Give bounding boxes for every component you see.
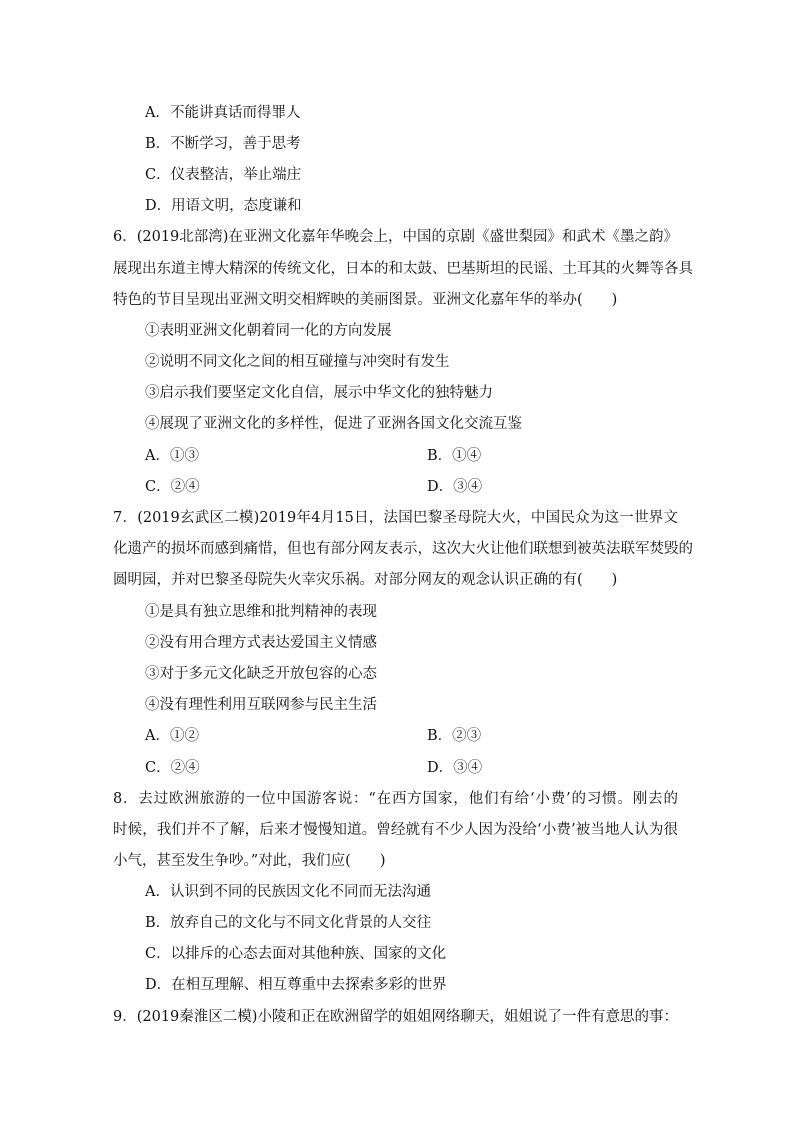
q8-stem-line-3: 小气，甚至发生争吵。”对此，我们应( ) bbox=[113, 853, 386, 869]
q5-option-c: C．仪表整洁，举止端庄 bbox=[145, 167, 302, 183]
q7-statement-3: ③对于多元文化缺乏开放包容的心态 bbox=[145, 666, 377, 682]
q6-choice-a: A．①③ bbox=[145, 448, 199, 464]
q8-option-d: D．在相互理解、相互尊重中去探索多彩的世界 bbox=[145, 977, 447, 993]
q8-stem-line-1: 8．去过欧洲旅游的一位中国游客说：“在西方国家，他们有给‘小费’的习惯。刚去的 bbox=[113, 791, 678, 807]
q7-stem-line-2: 化遗产的损坏而感到痛惜，但也有部分网友表示，这次大火让他们联想到被英法联军焚毁的 bbox=[113, 541, 693, 557]
q9-stem-line-1: 9．(2019秦淮区二模)小陵和正在欧洲留学的姐姐网络聊天，姐姐说了一件有意思的事： bbox=[113, 1009, 678, 1025]
q6-choice-d: D．③④ bbox=[427, 479, 483, 495]
q6-stem-line-2: 展现出东道主博大精深的传统文化，日本的和太鼓、巴基斯坦的民谣、土耳其的火舞等各具 bbox=[113, 261, 693, 277]
q8-option-b: B．放弃自己的文化与不同文化背景的人交往 bbox=[145, 915, 432, 931]
q6-statement-3: ③启示我们要坚定文化自信，展示中华文化的独特魅力 bbox=[145, 385, 493, 401]
q7-statement-2: ②没有用合理方式表达爱国主义情感 bbox=[145, 635, 377, 651]
q8-option-c: C．以排斥的心态去面对其他种族、国家的文化 bbox=[145, 946, 447, 962]
q7-choice-c: C．②④ bbox=[145, 760, 200, 776]
q7-choice-a: A．①② bbox=[145, 728, 199, 744]
q6-choice-b: B．①④ bbox=[427, 448, 482, 464]
q7-stem-line-3: 圆明园，并对巴黎圣母院失火幸灾乐祸。对部分网友的观念认识正确的有( ) bbox=[113, 572, 618, 588]
q6-stem-line-1: 6．(2019北部湾)在亚洲文化嘉年华晚会上，中国的京剧《盛世梨园》和武术《墨之韵》 bbox=[113, 229, 678, 245]
q8-option-a: A．认识到不同的民族因文化不同而无法沟通 bbox=[145, 884, 431, 900]
q6-choice-c: C．②④ bbox=[145, 479, 200, 495]
q7-choice-b: B．②③ bbox=[427, 728, 482, 744]
q6-statement-4: ④展现了亚洲文化的多样性，促进了亚洲各国文化交流互鉴 bbox=[145, 416, 522, 432]
q7-choice-d: D．③④ bbox=[427, 760, 483, 776]
q5-option-b: B．不断学习，善于思考 bbox=[145, 136, 301, 152]
q6-statement-1: ①表明亚洲文化朝着同一化的方向发展 bbox=[145, 323, 392, 339]
q7-statement-4: ④没有理性利用互联网参与民主生活 bbox=[145, 697, 377, 713]
q6-stem-line-3: 特色的节目呈现出亚洲文明交相辉映的美丽图景。亚洲文化嘉年华的举办( ) bbox=[113, 292, 618, 308]
q7-statement-1: ①是具有独立思维和批判精神的表现 bbox=[145, 604, 377, 620]
q8-stem-line-2: 时候，我们并不了解，后来才慢慢知道。曾经就有不少人因为没给‘小费’被当地人认为很 bbox=[113, 822, 678, 838]
q5-option-d: D．用语文明，态度谦和 bbox=[145, 198, 302, 214]
q7-stem-line-1: 7．(2019玄武区二模)2019年4月15日，法国巴黎圣母院大火，中国民众为这一世界文 bbox=[113, 510, 678, 526]
q6-statement-2: ②说明不同文化之间的相互碰撞与冲突时有发生 bbox=[145, 354, 450, 370]
q5-option-a: A．不能讲真话而得罪人 bbox=[145, 105, 301, 121]
